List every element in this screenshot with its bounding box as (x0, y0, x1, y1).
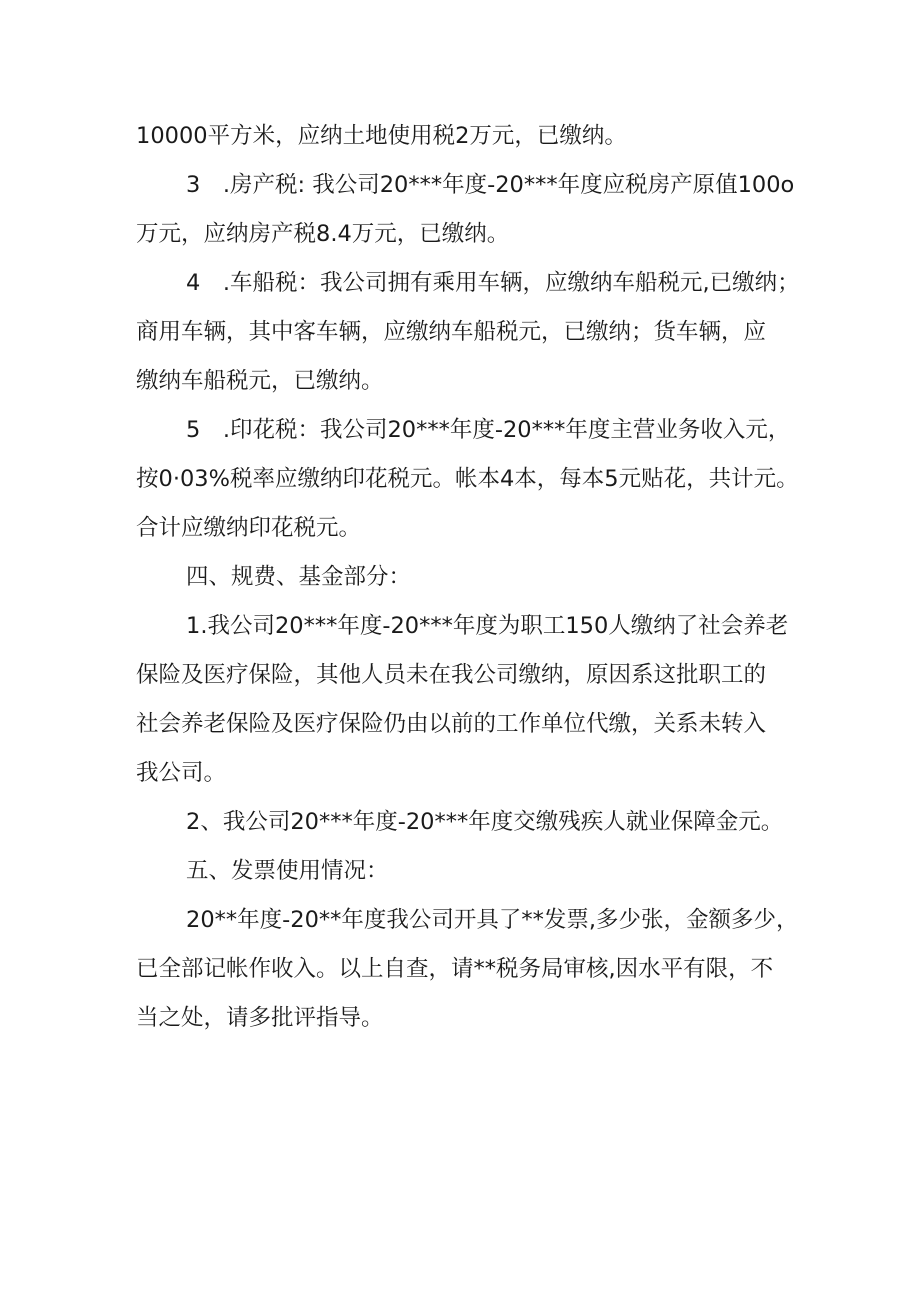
text-line: 保险及医疗保险，其他人员未在我公司缴纳，原因系这批职工的 (136, 662, 767, 688)
section-four-heading (136, 553, 788, 602)
text-line: 当之处，请多批评指导。 (136, 1005, 384, 1031)
text-line: 我公司。 (136, 760, 227, 786)
text-line: 3 .房产税: 我公司20***年度-20***年度应税房产原值100o (186, 172, 795, 198)
text-line: 4 .车船税：我公司拥有乘用车辆，应缴纳车船税元,已缴纳； (186, 270, 800, 296)
heading-text: 五、发票使用情况： (186, 858, 389, 884)
paragraph-social-insurance (136, 602, 788, 798)
section-five-heading (136, 847, 788, 896)
paragraph-property-tax (136, 161, 795, 259)
document-body (136, 112, 800, 1043)
text-line: 缴纳车船税元，已缴纳。 (136, 368, 384, 394)
text-line: 万元，应纳房产税8.4万元，已缴纳。 (136, 221, 510, 247)
heading-text: 四、规费、基金部分： (186, 564, 412, 590)
paragraph-disability-fund (136, 798, 788, 847)
text-line: 社会养老保险及医疗保险仍由以前的工作单位代缴，关系未转入 (136, 711, 767, 737)
text-line: 1.我公司20***年度-20***年度为职工150人缴纳了社会养老 (186, 613, 789, 639)
text-line: 商用车辆，其中客车辆，应缴纳车船税元，已缴纳；货车辆，应 (136, 319, 767, 345)
paragraph-land-tax-tail (136, 112, 788, 161)
paragraph-stamp-tax (136, 406, 799, 553)
text-line: 合计应缴纳印花税元。 (136, 515, 362, 541)
text-line: 20**年度-20**年度我公司开具了**发票,多少张，金额多少， (186, 907, 799, 933)
text-line: 10000平方米，应纳土地使用税2万元，已缴纳。 (136, 123, 627, 149)
text-line: 5 .印花税：我公司20***年度-20***年度主营业务收入元， (186, 417, 791, 443)
paragraph-vehicle-tax (136, 259, 800, 406)
text-line: 已全部记帐作收入。以上自查，请**税务局审核,因水平有限，不 (136, 956, 774, 982)
text-line: 2、我公司20***年度-20***年度交缴残疾人就业保障金元。 (186, 809, 784, 835)
paragraph-invoice-usage (136, 896, 799, 1043)
text-line: 按0·03%税率应缴纳印花税元。帐本4本，每本5元贴花，共计元。 (136, 466, 799, 492)
